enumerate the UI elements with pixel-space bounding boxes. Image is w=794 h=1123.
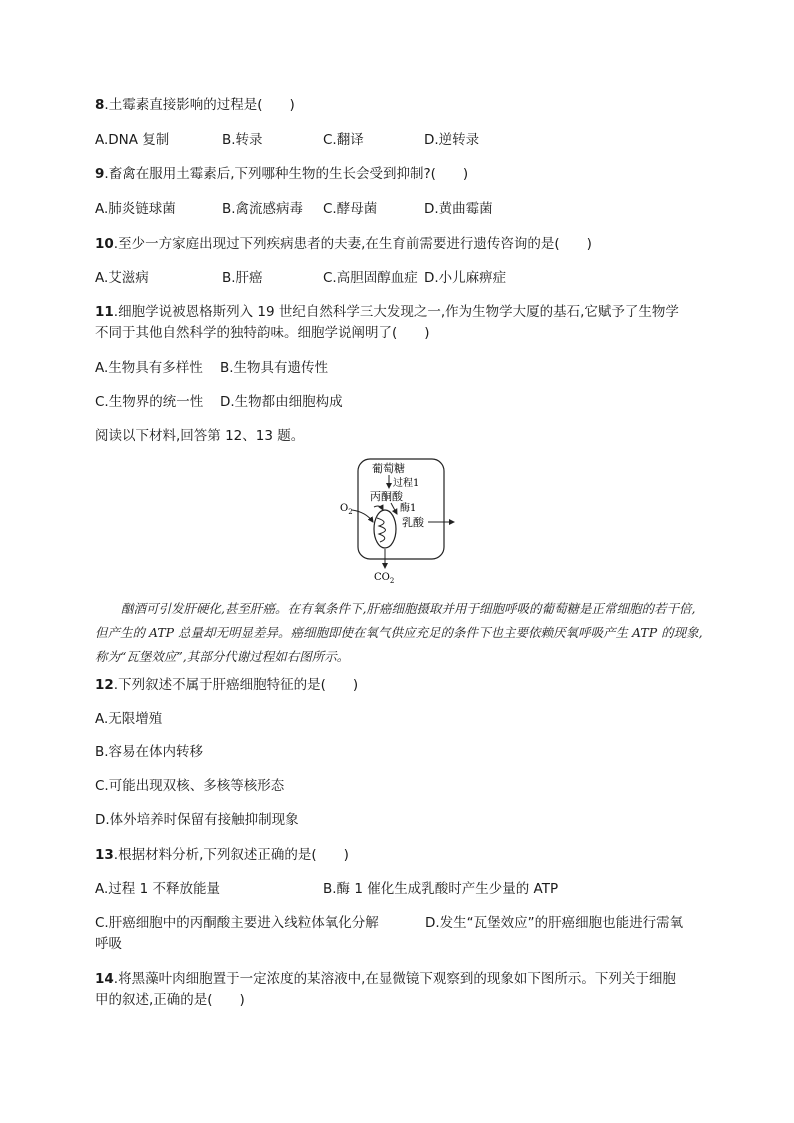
- q13-option-c[interactable]: C.肝癌细胞中的丙酮酸主要进入线粒体氧化分解: [95, 915, 379, 931]
- q9-option-a[interactable]: A.肺炎链球菌: [95, 201, 176, 217]
- q12-option-a[interactable]: A.无限增殖: [95, 711, 163, 727]
- q8-option-d[interactable]: D.逆转录: [424, 132, 480, 148]
- warburg-effect-diagram: [330, 456, 470, 586]
- question-10: 10.至少一方家庭出现过下列疾病患者的夫妻,在生育前需要进行遗传咨询的是( ): [95, 236, 592, 252]
- q13-option-a[interactable]: A.过程 1 不释放能量: [95, 881, 220, 897]
- process1-label: 过程1: [393, 478, 420, 489]
- q11-option-c[interactable]: C.生物界的统一性: [95, 394, 204, 410]
- q12-option-c[interactable]: C.可能出现双核、多核等核形态: [95, 778, 285, 794]
- question-14: 14.将黑藻叶肉细胞置于一定浓度的某溶液中,在显微镜下观察到的现象如下图所示。下列关于细胞: [95, 971, 676, 987]
- q11-option-a[interactable]: A.生物具有多样性: [95, 360, 203, 376]
- q10-option-b[interactable]: B.肝癌: [222, 270, 263, 286]
- q10-option-c[interactable]: C.高胆固醇血症: [323, 270, 418, 286]
- question-14-line-2: 甲的叙述,正确的是( ): [95, 992, 245, 1008]
- pyruvate-to-mito-arrow: [374, 506, 383, 510]
- q12-option-d[interactable]: D.体外培养时保留有接触抑制现象: [95, 812, 299, 828]
- q8-option-c[interactable]: C.翻译: [323, 132, 364, 148]
- question-11: 11.细胞学说被恩格斯列入 19 世纪自然科学三大发现之一,作为生物学大厦的基石,它赋予了生物学: [95, 304, 679, 320]
- q12-option-b[interactable]: B.容易在体内转移: [95, 744, 204, 760]
- lactate-label: 乳酸: [402, 516, 424, 529]
- q11-option-b[interactable]: B.生物具有遗传性: [220, 360, 329, 376]
- q10-option-d[interactable]: D.小儿麻痹症: [424, 270, 507, 286]
- o2-label: $O_2$: [340, 503, 353, 516]
- q9-option-d[interactable]: D.黄曲霉菌: [424, 201, 493, 217]
- q13-option-d-continued: 呼吸: [95, 936, 122, 952]
- question-12: 12.下列叙述不属于肝癌细胞特征的是( ): [95, 677, 359, 693]
- q10-option-a[interactable]: A.艾滋病: [95, 270, 149, 286]
- pyruvate-label: 丙酮酸: [370, 490, 403, 503]
- glucose-label: 葡萄糖: [372, 462, 405, 475]
- material-passage: 酗酒可引发肝硬化,甚至肝癌。在有氧条件下,肝癌细胞摄取并用于细胞呼吸的葡萄糖是正常细胞的若干倍,但产生的 ATP 总量却无明显差异。癌细胞即使在氧气供应充足的条件下也主要依赖厌氧呼吸产生 ATP 的现象,称为“瓦堡效应”,其部分代谢过程如右图所示。: [95, 601, 703, 664]
- enzyme1-label: 酶1: [400, 503, 417, 514]
- co2-label: $CO_2$: [374, 572, 395, 585]
- q13-option-d[interactable]: D.发生“瓦堡效应”的肝癌细胞也能进行需氧: [425, 915, 684, 931]
- q11-option-d[interactable]: D.生物都由细胞构成: [220, 394, 343, 410]
- q8-option-b[interactable]: B.转录: [222, 132, 263, 148]
- question-9: 9.畜禽在服用土霉素后,下列哪种生物的生长会受到抑制?( ): [95, 166, 469, 182]
- enzyme1-arrow: [391, 503, 397, 514]
- question-11-line-2: 不同于其他自然科学的独特韵味。细胞学说阐明了( ): [95, 325, 430, 341]
- q9-option-c[interactable]: C.酵母菌: [323, 201, 378, 217]
- question-8: 8.土霉素直接影响的过程是( ): [95, 97, 295, 113]
- q13-option-b[interactable]: B.酶 1 催化生成乳酸时产生少量的 ATP: [323, 881, 559, 897]
- material-intro: 阅读以下材料,回答第 12、13 题。: [95, 428, 305, 444]
- q8-option-a[interactable]: A.DNA 复制: [95, 132, 170, 148]
- q9-option-b[interactable]: B.禽流感病毒: [222, 201, 304, 217]
- question-13: 13.根据材料分析,下列叙述正确的是( ): [95, 847, 349, 863]
- o2-arrow: [352, 510, 373, 522]
